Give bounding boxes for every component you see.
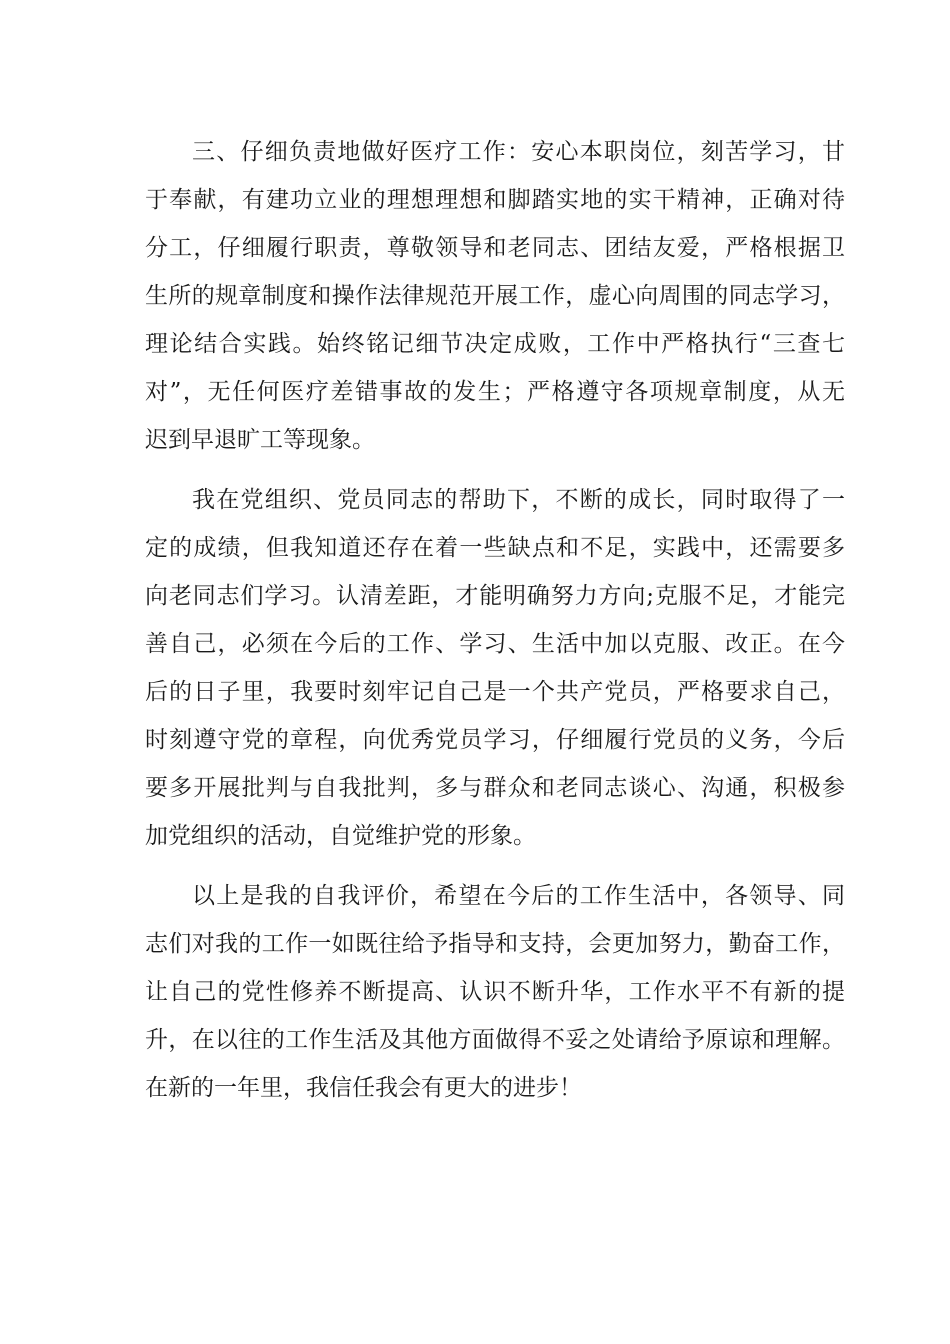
paragraph-3-line-1: 以上是我的自我评价，希望在今后的工作生活中，各领导、同 (192, 883, 845, 909)
paragraph-1-line-2: 于奉献，有建功立业的理想理想和脚踏实地的实干精神，正确对待 (145, 187, 845, 213)
paragraph-1-line-1: 三、仔细负责地做好医疗工作：安心本职岗位，刻苦学习，甘 (192, 139, 845, 165)
paragraph-2-line-1: 我在党组织、党员同志的帮助下，不断的成长，同时取得了一 (192, 487, 845, 513)
paragraph-2-line-3: 向老同志们学习。认清差距，才能明确努力方向;克服不足，才能完 (145, 583, 845, 609)
paragraph-3-line-3: 让自己的党性修养不断提高、认识不断升华，工作水平不有新的提 (145, 979, 845, 1005)
paragraph-3-line-5: 在新的一年里，我信任我会有更大的进步！ (145, 1075, 582, 1101)
paragraph-2-line-8: 加党组织的活动，自觉维护党的形象。 (145, 823, 536, 849)
paragraph-2-line-7: 要多开展批判与自我批判，多与群众和老同志谈心、沟通，积极参 (145, 775, 845, 801)
paragraph-2-line-2: 定的成绩，但我知道还存在着一些缺点和不足，实践中，还需要多 (145, 535, 845, 561)
paragraph-1-line-7: 迟到早退旷工等现象。 (145, 427, 375, 453)
paragraph-1-line-6: 对”，无任何医疗差错事故的发生；严格遵守各项规章制度，从无 (145, 379, 845, 405)
paragraph-2-line-5: 后的日子里，我要时刻牢记自己是一个共产党员，严格要求自己， (145, 679, 845, 705)
paragraph-1-line-3: 分工，仔细履行职责，尊敬领导和老同志、团结友爱，严格根据卫 (145, 235, 845, 261)
paragraph-3-line-4: 升，在以往的工作生活及其他方面做得不妥之处请给予原谅和理解。 (145, 1027, 845, 1053)
paragraph-3-line-2: 志们对我的工作一如既往给予指导和支持，会更加努力，勤奋工作， (145, 931, 845, 957)
paragraph-1-line-5: 理论结合实践。始终铭记细节决定成败，工作中严格执行“三查七 (145, 331, 845, 357)
paragraph-2-line-6: 时刻遵守党的章程，向优秀党员学习，仔细履行党员的义务，今后 (145, 727, 845, 753)
paragraph-2-line-4: 善自己，必须在今后的工作、学习、生活中加以克服、改正。在今 (145, 631, 845, 657)
paragraph-1-line-4: 生所的规章制度和操作法律规范开展工作，虚心向周围的同志学习， (145, 283, 845, 309)
